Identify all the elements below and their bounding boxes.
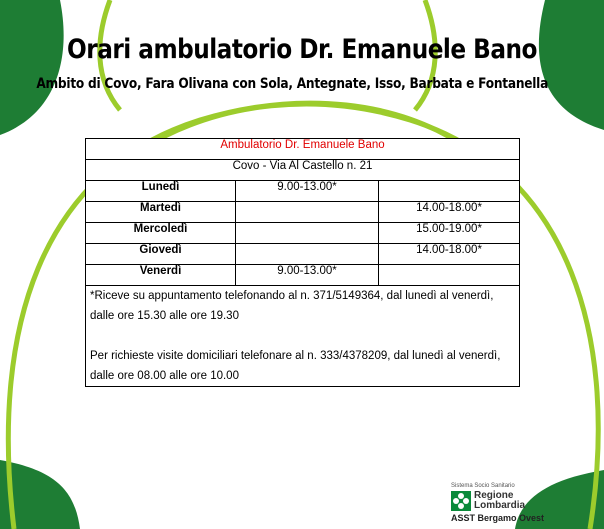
logo-asst: ASST Bergamo Ovest [451, 513, 545, 523]
table-row [86, 223, 520, 244]
day-cell: Venerdì [86, 265, 236, 286]
table-row [86, 181, 520, 202]
cross-rose-icon [451, 491, 471, 511]
home-visit-note: Per richieste visite domiciliari telefonare al n. 333/4378209, dal lunedì al venerdì, dalle ore 08.00 alle ore 10.00 [90, 350, 501, 382]
afternoon-hours-cell [379, 181, 520, 202]
day-cell: Martedì [86, 202, 236, 223]
afternoon-hours-cell: 14.00-18.00* [379, 244, 520, 265]
table-row [86, 244, 520, 265]
schedule-table [85, 138, 520, 387]
logo-region [474, 491, 525, 511]
afternoon-hours-cell: 15.00-19.00* [379, 223, 520, 244]
morning-hours-cell [236, 223, 379, 244]
logo-region-line1: Regione [474, 490, 514, 501]
appointment-note: *Riceve su appuntamento telefonando al n. 371/5149364, dal lunedì al venerdì, dalle ore 15.30 alle ore 19.30 [90, 290, 494, 322]
table-row [86, 265, 520, 286]
clinic-heading: Ambulatorio Dr. Emanuele Bano [86, 139, 520, 160]
logo-region-line2: Lombardia [474, 500, 526, 511]
logo-system-text: Sistema Socio Sanitario [451, 483, 515, 489]
table-row [86, 202, 520, 223]
morning-hours-cell [236, 202, 379, 223]
morning-hours-cell: 9.00-13.00* [236, 181, 379, 202]
page-subtitle: Ambito di Covo, Fara Olivana con Sola, Antegnate, Isso, Barbata e Fontanella [36, 76, 549, 92]
day-cell: Giovedì [86, 244, 236, 265]
notes-cell [86, 286, 520, 387]
afternoon-hours-cell [379, 265, 520, 286]
day-cell: Lunedì [86, 181, 236, 202]
day-cell: Mercoledì [86, 223, 236, 244]
morning-hours-cell: 9.00-13.00* [236, 265, 379, 286]
afternoon-hours-cell: 14.00-18.00* [379, 202, 520, 223]
morning-hours-cell [236, 244, 379, 265]
page-title: Orari ambulatorio Dr. Emanuele Bano [67, 34, 537, 65]
clinic-address: Covo - Via Al Castello n. 21 [86, 160, 520, 181]
